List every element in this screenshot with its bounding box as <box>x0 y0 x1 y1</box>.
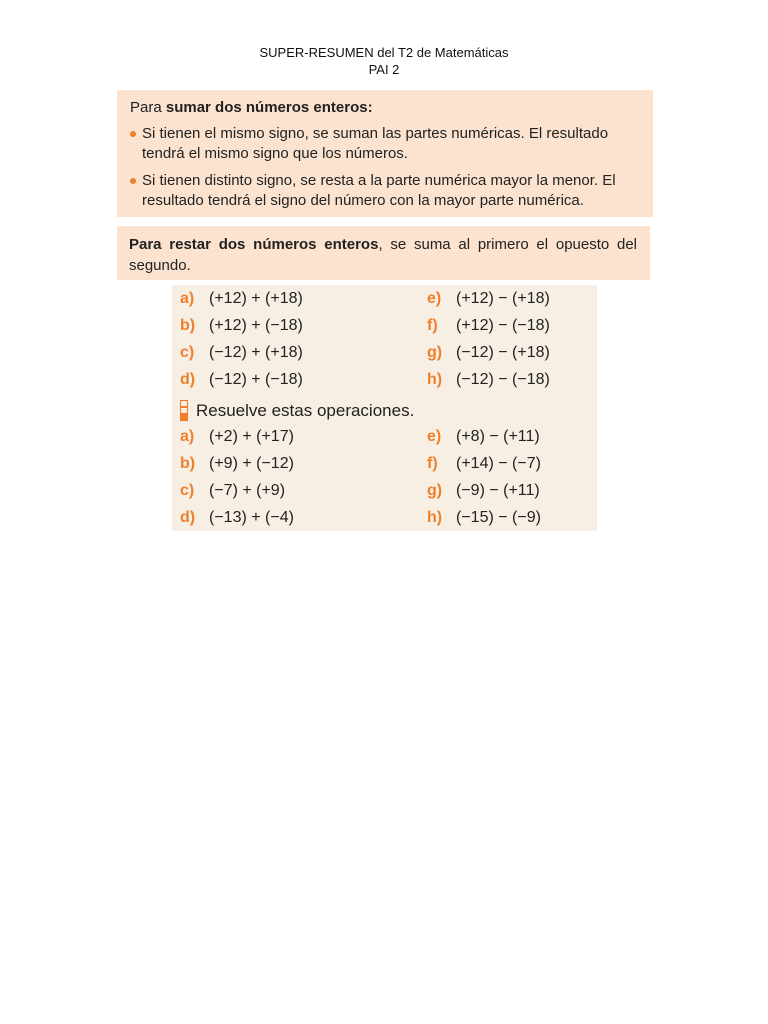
sum-intro-prefix: Para <box>130 99 166 116</box>
exercise-1a <box>180 288 303 310</box>
exercise-1c <box>180 342 303 364</box>
exercise-label: g) <box>427 482 443 499</box>
exercise-1g <box>427 342 550 364</box>
exercise-expression: (+14) − (−7) <box>456 455 541 472</box>
exercise-label: c) <box>180 482 195 499</box>
exercise-expression: (+2) + (+17) <box>209 428 294 445</box>
exercise-2b <box>180 453 294 475</box>
exercise-expression: (−7) + (+9) <box>209 482 286 499</box>
exercise-label: f) <box>427 317 438 334</box>
exercise-expression: (−12) − (−18) <box>456 371 550 388</box>
exercise-expression: (+12) + (−18) <box>209 317 303 334</box>
sum-intro <box>130 98 641 118</box>
stacked-squares-icon <box>180 400 188 420</box>
subtract-rule-bold: Para restar dos números enteros <box>129 236 379 253</box>
exercise-expression: (−13) + (−4) <box>209 509 294 526</box>
exercise-2c <box>180 480 285 502</box>
exercise-2d <box>180 507 294 529</box>
exercise-label: h) <box>427 371 443 388</box>
exercise-label: a) <box>180 428 195 445</box>
subtract-rule-text: , se suma al primero el opuesto del segundo. <box>129 236 638 274</box>
exercise-2g <box>427 480 540 502</box>
sum-intro-bold: sumar dos números enteros: <box>165 99 373 116</box>
document-header <box>0 44 768 78</box>
exercises-box <box>172 285 597 531</box>
exercise-1f <box>427 315 550 337</box>
sum-rule-different-sign <box>130 171 641 211</box>
exercise-label: c) <box>180 344 195 361</box>
exercise-1d <box>180 369 303 391</box>
exercise-label: g) <box>427 344 443 361</box>
exercise-2f <box>427 453 541 475</box>
sum-rule-same-sign-text: Si tienen el mismo signo, se suman las partes numéricas. El resultado tendrá el mismo signo que los números. <box>142 125 609 162</box>
subtract-rule-box <box>117 226 650 280</box>
exercise-2e <box>427 426 540 448</box>
document-title: SUPER-RESUMEN del T2 de Matemáticas <box>259 45 509 60</box>
exercise-label: b) <box>180 455 196 472</box>
exercise-label: d) <box>180 371 196 388</box>
sum-rules-box <box>117 90 653 217</box>
exercise-1h <box>427 369 550 391</box>
exercise-label: h) <box>427 509 443 526</box>
exercise-expression: (+12) − (+18) <box>456 290 550 307</box>
exercise-2a <box>180 426 294 448</box>
sum-rule-same-sign <box>130 124 641 164</box>
document-subtitle: PAI 2 <box>368 62 400 77</box>
exercise-label: b) <box>180 317 196 334</box>
exercise-2h <box>427 507 541 529</box>
exercise-expression: (−12) + (+18) <box>209 344 303 361</box>
bullet-dot-icon <box>130 178 136 184</box>
exercise-expression: (+8) − (+11) <box>456 428 540 445</box>
exercise-label: f) <box>427 455 438 472</box>
bullet-dot-icon <box>130 131 136 137</box>
exercise-expression: (+12) + (+18) <box>209 290 303 307</box>
exercise-1b <box>180 315 303 337</box>
exercise-label: d) <box>180 509 196 526</box>
exercise-1e <box>427 288 550 310</box>
exercise-expression: (−12) + (−18) <box>209 371 303 388</box>
exercise-expression: (−15) − (−9) <box>456 509 541 526</box>
exercise-expression: (−12) − (+18) <box>456 344 550 361</box>
sum-rule-different-sign-text: Si tienen distinto signo, se resta a la parte numérica mayor la menor. El resultado tendrá el signo del número con la mayor parte numérica. <box>142 172 616 209</box>
exercise-expression: (+12) − (−18) <box>456 317 550 334</box>
section-title-text: Resuelve estas operaciones. <box>196 401 415 420</box>
exercise-label: a) <box>180 290 195 307</box>
exercise-label: e) <box>427 290 442 307</box>
section-title <box>180 400 414 421</box>
exercise-expression: (−9) − (+11) <box>456 482 540 499</box>
exercise-label: e) <box>427 428 442 445</box>
exercise-expression: (+9) + (−12) <box>209 455 294 472</box>
